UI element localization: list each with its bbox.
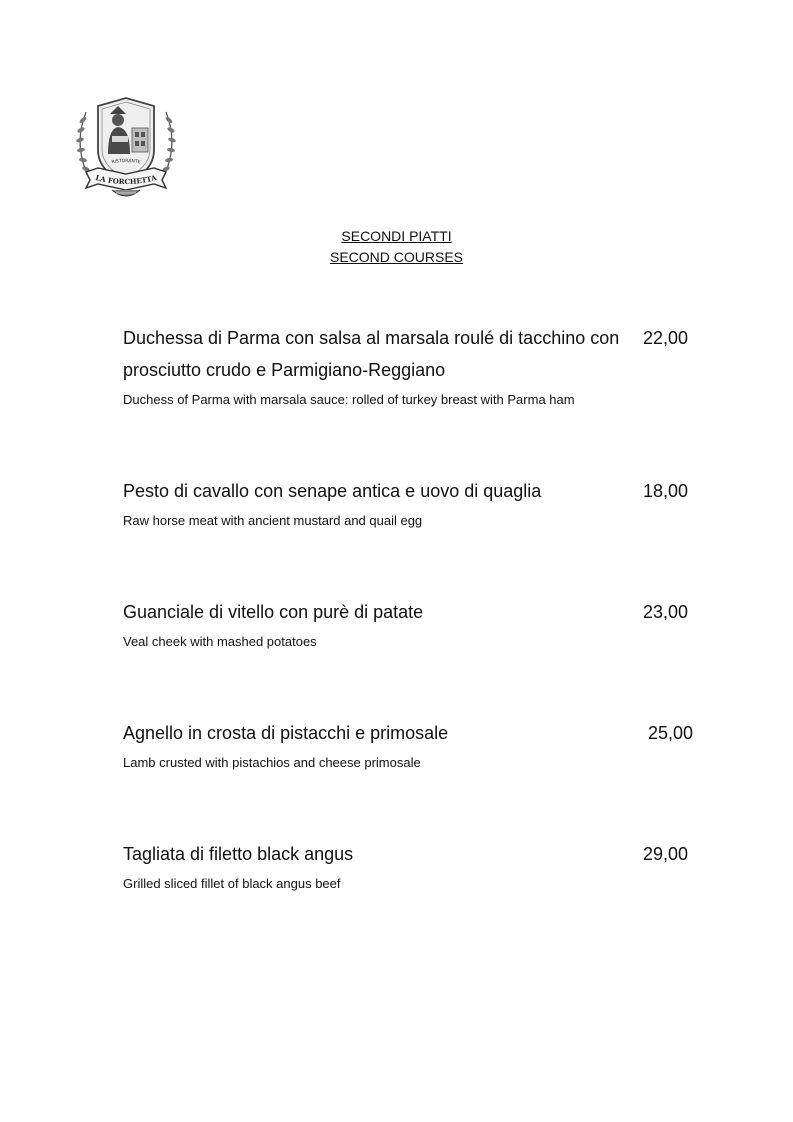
restaurant-logo xyxy=(72,92,180,206)
menu-item xyxy=(123,717,703,773)
dish-description: Raw horse meat with ancient mustard and quail egg xyxy=(123,513,423,528)
dish-name: Agnello in crosta di pistacchi e primosale xyxy=(123,723,449,743)
dish-price: 25,00 xyxy=(647,723,693,743)
dish-price: 29,00 xyxy=(642,844,688,864)
dish-name: Duchessa di Parma con salsa al marsala roulé di tacchino con prosciutto crudo e Parmigiano-Reggiano xyxy=(123,328,620,380)
dish-description: Grilled sliced fillet of black angus beef xyxy=(123,876,341,891)
svg-text:LA FORCHETTA: LA FORCHETTA xyxy=(94,173,158,187)
dish-price: 18,00 xyxy=(642,481,688,501)
menu-item xyxy=(123,838,703,894)
dish-name: Guanciale di vitello con purè di patate xyxy=(123,602,424,622)
section-title-english: SECOND COURSES xyxy=(329,249,464,265)
la-forchetta-crest-icon xyxy=(72,92,180,206)
menu-item xyxy=(123,475,703,531)
svg-text:RISTORANTE: RISTORANTE xyxy=(111,158,141,166)
dish-price: 23,00 xyxy=(642,602,688,622)
dish-description: Veal cheek with mashed potatoes xyxy=(123,634,317,649)
dish-description: Duchess of Parma with marsala sauce: rolled of turkey breast with Parma ham xyxy=(123,392,575,407)
dish-name: Tagliata di filetto black angus xyxy=(123,844,354,864)
dish-description: Lamb crusted with pistachios and cheese primosale xyxy=(123,755,421,770)
dish-price: 22,00 xyxy=(642,328,688,348)
menu-item xyxy=(123,322,703,410)
dish-name: Pesto di cavallo con senape antica e uovo di quaglia xyxy=(123,481,542,501)
menu-item xyxy=(123,596,703,652)
section-title-italian: SECONDI PIATTI xyxy=(341,228,452,244)
